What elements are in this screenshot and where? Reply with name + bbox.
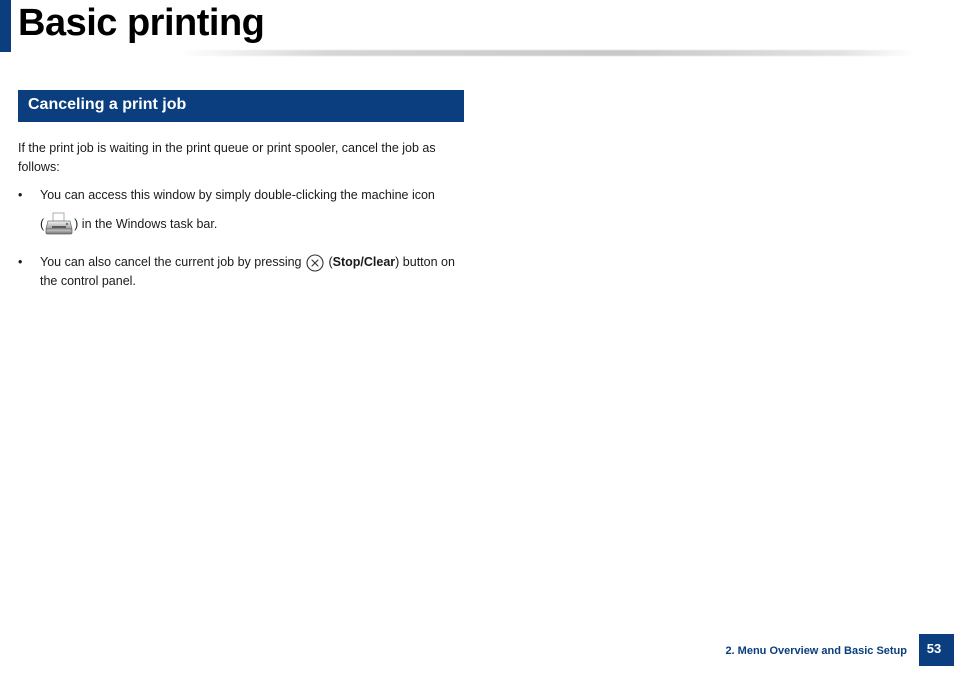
list-item-continuation xyxy=(40,212,217,236)
section-title: Canceling a print job xyxy=(28,96,187,113)
intro-paragraph: If the print job is waiting in the print queue or print spooler, cancel the job as follows: xyxy=(18,141,436,174)
list-item-text: You can access this window by simply double-clicking the machine icon xyxy=(40,188,435,202)
stop-clear-button-name: Stop/Clear xyxy=(332,255,396,269)
list-item-text-start: You can also cancel the current job by pressing xyxy=(40,255,302,269)
page-title: Basic printing xyxy=(18,2,265,44)
list-item-text-end: ) in the Windows task bar. xyxy=(74,216,218,231)
page-number: 53 xyxy=(926,641,942,656)
bullet-marker: • xyxy=(18,255,23,269)
stop-clear-icon xyxy=(306,254,324,272)
printer-icon xyxy=(45,212,73,236)
bullet-marker: • xyxy=(18,188,23,202)
page-number-box xyxy=(919,634,954,666)
title-divider xyxy=(180,50,915,56)
section-header xyxy=(18,90,464,122)
paren-open: ( xyxy=(40,216,45,231)
paren-open: ( xyxy=(328,255,333,269)
list-item-text-end: ) button on the control panel. xyxy=(40,255,455,288)
footer-chapter: 2. Menu Overview and Basic Setup xyxy=(725,645,907,657)
title-accent-bar xyxy=(0,0,11,52)
list-item-text xyxy=(40,253,464,291)
